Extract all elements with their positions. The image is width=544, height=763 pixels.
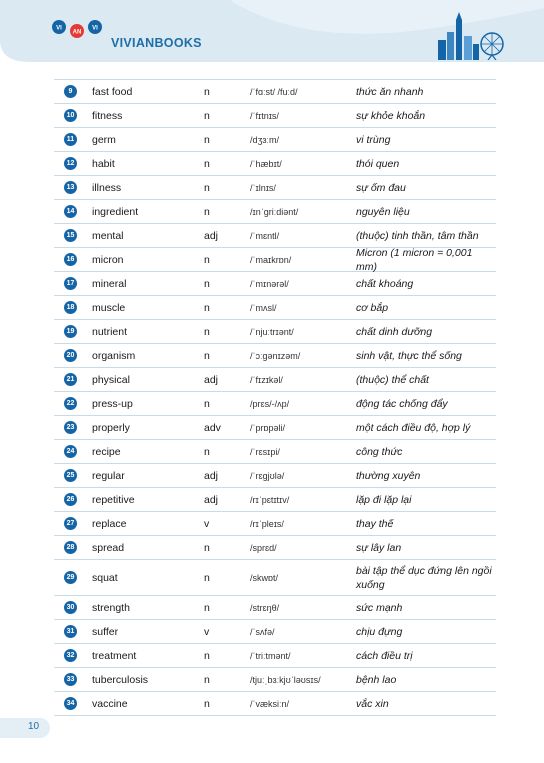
row-number-cell [54, 625, 92, 638]
vocab-word: organism [92, 349, 136, 362]
row-number-cell [54, 109, 92, 122]
pronunciation: /sprɛd/ [250, 542, 277, 553]
meaning: sự ốm đau [356, 181, 406, 194]
pronunciation: /ˈsʌfə/ [250, 626, 275, 637]
vocab-word: vaccine [92, 697, 128, 710]
row-number-badge: 18 [64, 301, 77, 314]
table-row [54, 272, 496, 296]
meaning: cách điều trị [356, 649, 413, 662]
part-of-speech: adj [204, 493, 219, 506]
meaning: thói quen [356, 157, 400, 170]
vocabulary-table [54, 79, 496, 716]
part-of-speech: n [204, 349, 210, 362]
logo-letter-3: VI [92, 25, 98, 32]
part-of-speech: n [204, 181, 210, 194]
part-of-speech: n [204, 697, 210, 710]
table-row [54, 464, 496, 488]
table-row [54, 176, 496, 200]
meaning: sức mạnh [356, 601, 403, 614]
part-of-speech: n [204, 397, 210, 410]
vocab-word: replace [92, 517, 127, 530]
city-skyline-icon [436, 10, 506, 60]
part-of-speech: n [204, 133, 210, 146]
part-of-speech: n [204, 541, 210, 554]
part-of-speech: adj [204, 373, 219, 386]
vocab-word: suffer [92, 625, 119, 638]
row-number-badge: 15 [64, 229, 77, 242]
pronunciation: /ˈfɪtnɪs/ [250, 110, 279, 121]
row-number-badge: 21 [64, 373, 77, 386]
row-number-cell [54, 517, 92, 530]
table-row [54, 152, 496, 176]
table-row [54, 104, 496, 128]
page-number: 10 [28, 721, 40, 732]
table-row [54, 488, 496, 512]
part-of-speech: n [204, 253, 210, 266]
pronunciation: /ˈvæksiːn/ [250, 698, 290, 709]
vocab-word: repetitive [92, 493, 135, 506]
meaning: bệnh lao [356, 673, 397, 686]
row-number-cell [54, 325, 92, 338]
row-number-badge: 26 [64, 493, 77, 506]
vocab-word: germ [92, 133, 116, 146]
row-number-badge: 24 [64, 445, 77, 458]
vocab-word: micron [92, 253, 124, 266]
logo-letter-2: AN [72, 29, 82, 36]
table-row [54, 692, 496, 716]
table-row [54, 392, 496, 416]
vocab-word: illness [92, 181, 122, 194]
table-row [54, 596, 496, 620]
page-header [0, 0, 544, 62]
meaning: thức ăn nhanh [356, 85, 424, 98]
row-number-cell [54, 649, 92, 662]
vocab-word: physical [92, 373, 130, 386]
part-of-speech: n [204, 205, 210, 218]
part-of-speech: n [204, 109, 210, 122]
part-of-speech: n [204, 85, 210, 98]
vocab-word: press-up [92, 397, 133, 410]
meaning: chất khoáng [356, 277, 414, 290]
row-number-cell [54, 253, 92, 266]
page-number-tab [0, 718, 50, 738]
pronunciation: /ˈfɑːst/ /fuːd/ [250, 86, 298, 97]
meaning: lặp đi lặp lại [356, 493, 412, 506]
vocab-word: muscle [92, 301, 126, 314]
table-row [54, 224, 496, 248]
brand-name: VIVIANBOOKS [111, 36, 202, 50]
pronunciation: /ˈnjuːtrɪənt/ [250, 326, 294, 337]
meaning: nguyên liệu [356, 205, 410, 218]
meaning: vi trùng [356, 133, 391, 146]
table-row [54, 620, 496, 644]
row-number-cell [54, 277, 92, 290]
vocab-word: properly [92, 421, 130, 434]
pronunciation: /ˈrɛgjʊlə/ [250, 470, 285, 481]
vocab-word: fast food [92, 85, 133, 98]
row-number-badge: 23 [64, 421, 77, 434]
meaning: (thuộc) tinh thần, tâm thần [356, 229, 479, 242]
part-of-speech: v [204, 517, 210, 530]
vocab-word: treatment [92, 649, 137, 662]
meaning: (thuộc) thể chất [356, 373, 429, 386]
row-number-badge: 11 [64, 133, 77, 146]
meaning: thay thế [356, 517, 394, 530]
row-number-badge: 12 [64, 157, 77, 170]
vocab-word: strength [92, 601, 130, 614]
row-number-badge: 31 [64, 625, 77, 638]
pronunciation: /ˈfɪzɪkəl/ [250, 374, 283, 385]
table-row [54, 368, 496, 392]
row-number-badge: 9 [64, 85, 77, 98]
meaning: công thức [356, 445, 403, 458]
vocab-word: habit [92, 157, 115, 170]
table-row [54, 80, 496, 104]
table-row [54, 668, 496, 692]
part-of-speech: adj [204, 229, 219, 242]
row-number-cell [54, 571, 92, 584]
row-number-badge: 22 [64, 397, 77, 410]
meaning: sự khỏe khoắn [356, 109, 426, 122]
row-number-badge: 33 [64, 673, 77, 686]
meaning: sinh vật, thực thể sống [356, 349, 462, 362]
part-of-speech: n [204, 445, 210, 458]
pronunciation: /strɛŋθ/ [250, 602, 280, 613]
part-of-speech: adv [204, 421, 221, 434]
table-row [54, 440, 496, 464]
pronunciation: /ˈmɛntl/ [250, 230, 280, 241]
meaning: thường xuyên [356, 469, 421, 482]
table-row [54, 512, 496, 536]
row-number-badge: 30 [64, 601, 77, 614]
row-number-badge: 19 [64, 325, 77, 338]
pronunciation: /rɪˈpleɪs/ [250, 518, 284, 529]
row-number-cell [54, 493, 92, 506]
table-row [54, 128, 496, 152]
part-of-speech: adj [204, 469, 219, 482]
vocab-word: nutrient [92, 325, 128, 338]
row-number-cell [54, 181, 92, 194]
row-number-cell [54, 133, 92, 146]
table-row [54, 344, 496, 368]
table-row [54, 536, 496, 560]
row-number-cell [54, 85, 92, 98]
pronunciation: /rɪˈpɛtɪtɪv/ [250, 494, 290, 505]
part-of-speech: n [204, 325, 210, 338]
pronunciation: /ˈɔːgənɪzəm/ [250, 350, 301, 361]
part-of-speech: n [204, 571, 210, 584]
row-number-badge: 29 [64, 571, 77, 584]
row-number-cell [54, 397, 92, 410]
meaning: động tác chống đẩy [356, 397, 448, 410]
row-number-cell [54, 541, 92, 554]
pronunciation: /dʒɜːm/ [250, 134, 280, 145]
meaning: một cách điều độ, hợp lý [356, 421, 471, 434]
pronunciation: /ˈɪlnɪs/ [250, 182, 276, 193]
row-number-cell [54, 469, 92, 482]
row-number-cell [54, 301, 92, 314]
row-number-cell [54, 421, 92, 434]
vocab-word: spread [92, 541, 125, 554]
row-number-badge: 14 [64, 205, 77, 218]
row-number-badge: 25 [64, 469, 77, 482]
vocab-word: regular [92, 469, 125, 482]
row-number-cell [54, 205, 92, 218]
vocab-word: squat [92, 571, 118, 584]
row-number-cell [54, 445, 92, 458]
row-number-badge: 20 [64, 349, 77, 362]
pronunciation: /skwɒt/ [250, 572, 279, 583]
meaning: chất dinh dưỡng [356, 325, 433, 338]
vocab-word: recipe [92, 445, 121, 458]
row-number-badge: 28 [64, 541, 77, 554]
table-row [54, 644, 496, 668]
part-of-speech: n [204, 601, 210, 614]
row-number-badge: 10 [64, 109, 77, 122]
vocab-word: mental [92, 229, 124, 242]
row-number-cell [54, 157, 92, 170]
logo-letter-1: VI [56, 25, 62, 32]
pronunciation: /ˈhæbɪt/ [250, 158, 282, 169]
vocab-word: fitness [92, 109, 123, 122]
meaning: vắc xin [356, 697, 389, 710]
row-number-cell [54, 373, 92, 386]
table-row [54, 200, 496, 224]
meaning: bài tập thể dục đứng lên ngồi xuống [356, 564, 492, 591]
pronunciation: /ˈmɪnərəl/ [250, 278, 289, 289]
row-number-badge: 34 [64, 697, 77, 710]
row-number-cell [54, 349, 92, 362]
table-row [54, 320, 496, 344]
part-of-speech: n [204, 277, 210, 290]
part-of-speech: n [204, 157, 210, 170]
pronunciation: /tjuːˌbɜːkjʊˈləʊsɪs/ [250, 674, 321, 685]
vocab-word: mineral [92, 277, 127, 290]
part-of-speech: v [204, 625, 210, 638]
table-row [54, 416, 496, 440]
table-row [54, 296, 496, 320]
part-of-speech: n [204, 649, 210, 662]
row-number-badge: 13 [64, 181, 77, 194]
vocab-word: tuberculosis [92, 673, 149, 686]
vocab-word: ingredient [92, 205, 139, 218]
pronunciation: /prɛs/-/ʌp/ [250, 398, 290, 409]
row-number-cell [54, 601, 92, 614]
pronunciation: /ˈprɒpəli/ [250, 422, 286, 433]
row-number-cell [54, 673, 92, 686]
row-number-badge: 32 [64, 649, 77, 662]
vivian-logo-icon [52, 18, 102, 40]
row-number-cell [54, 697, 92, 710]
part-of-speech: n [204, 301, 210, 314]
row-number-cell [54, 229, 92, 242]
row-number-badge: 16 [64, 253, 77, 266]
pronunciation: /ˈtriːtmənt/ [250, 650, 291, 661]
pronunciation: /ɪnˈgriːdiənt/ [250, 206, 299, 217]
pronunciation: /ˈmaɪkrɒn/ [250, 254, 292, 265]
pronunciation: /ˈmʌsl/ [250, 302, 277, 313]
pronunciation: /ˈrɛsɪpi/ [250, 446, 280, 457]
row-number-badge: 17 [64, 277, 77, 290]
meaning: chịu đựng [356, 625, 403, 638]
table-row [54, 248, 496, 272]
meaning: sự lây lan [356, 541, 402, 554]
row-number-badge: 27 [64, 517, 77, 530]
meaning: Micron (1 micron = 0,001 mm) [356, 246, 473, 273]
part-of-speech: n [204, 673, 210, 686]
meaning: cơ bắp [356, 301, 389, 314]
table-row [54, 560, 496, 596]
